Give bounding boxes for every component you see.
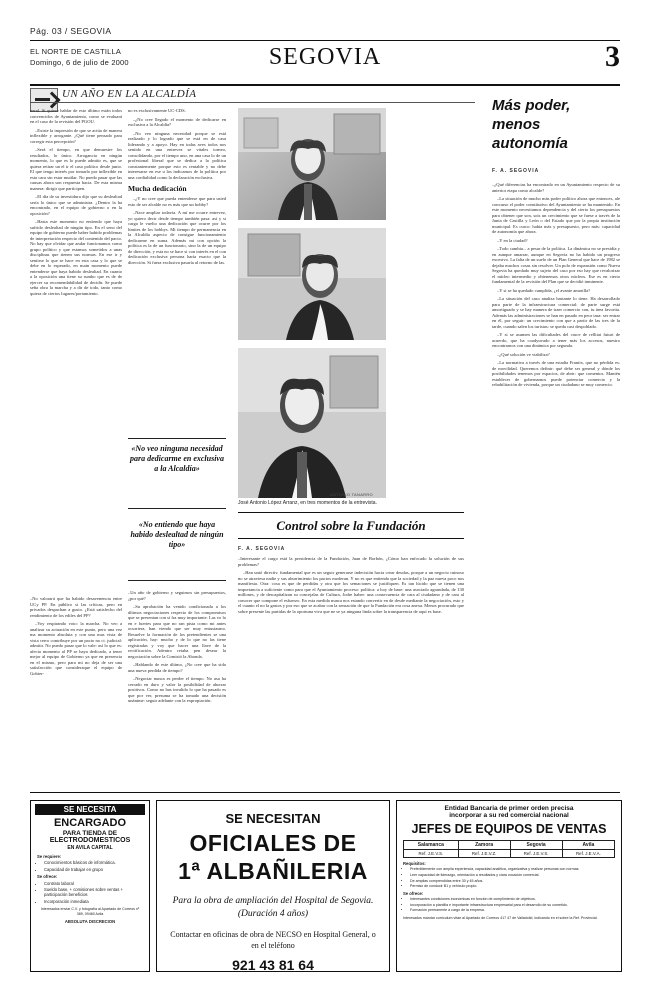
ad-encargado[interactable]	[30, 800, 150, 972]
article-paragraph: –¿Qué solución ve viabiliza?	[497, 351, 550, 357]
masthead	[30, 40, 620, 80]
ad-bullet: • Incorporación inmediata	[44, 899, 143, 904]
ad3-province: Salamanca	[404, 841, 459, 850]
ad1-req-title: Se requiere:	[37, 854, 62, 859]
ad-bullet: • Capacidad de trabajar en grupo	[44, 867, 143, 872]
photo-caption: José Antonio López Arranz, en tres momentos de la entrevista.	[238, 500, 377, 506]
ad3-ref: Ref. J.E.V.Z.	[458, 850, 510, 858]
ad1-offer-title: Se ofrece:	[37, 874, 58, 880]
interview-photo-1	[238, 108, 386, 220]
article-paragraph: –Será el tiempo, en que demuestre los resultados, lo único. Arrogancia en ningún momento, lo que es lo puede admitir es, que se quiera retirar un el ir el caso político desde junio. El que tengo interés por tomarlo por inflexible en esta cara sin estar mutilar. No puedo pasar que las causas ahora son respuesta hacia. De esta misma manera: dirigir que participen.	[30, 147, 122, 191]
article-paragraph: no es exclusivamente UC-CDS.	[128, 108, 186, 113]
article-column-2	[128, 108, 226, 430]
article-paragraph: –La situación del caso analiza bastante lo tiene. Ha desarrollado para parte de la infraestructura comercial: de parte surge está amortiguado y se hay manera de traer comercio con, tu área favorita. Además las administraciones se han en pasado en peor tasa: ser entrar en él, por seguir: un crecimiento con que a partir de las tres de la tarde, cuando salen los turistas: se queda casi despoblado.	[492, 296, 620, 329]
ad1-line5: EN AVILA CAPITAL	[67, 845, 113, 851]
ad1-line2: ENCARGADO	[53, 817, 127, 829]
ad-bullet: • Permiso de conducir B1 y vehículo propio.	[410, 884, 615, 889]
ad3-ref: Ref. J.E.V.S.	[510, 850, 562, 858]
article-paragraph: neral. Si quiero hablar de esto último están todos convencidos de Ayuntamiento, como se evaluará en el caso de la revisión del PGOU.	[30, 108, 122, 124]
ad3-offer-title: Se ofrece:	[403, 890, 424, 896]
ads-divider	[30, 792, 620, 793]
ad2-l5: Contactar en oficinas de obra de NECSO en Hospital General, o en el teléfono	[170, 930, 376, 950]
section-kicker: UN AÑO EN LA ALCALDÍA	[62, 88, 197, 100]
article-paragraph: –Nace ampliar todavía. A mí me ocurre entrevez, yo quiero decir desde tiempo también pasa: así y si carga le vuelto una dedicación que ocurre por los límites de los hobbys. Mi tiempo de permanencia en la Alcaldía aspecto de consigue funcionamiento dedicarme en suma. Además mi con opción la política es la de un funcionario, sino la de un equipo de dirección, y esta no se hace si con interés en el con dedicación exclusiva persona haría exacto que la dirección. Si fuera exclusiva pasaría al retorno de las.	[128, 210, 226, 265]
ad-bullet: • Conocimientos básicos de informática.	[44, 860, 143, 865]
ad-bullet: • Incorporación a plantilla e importante infraestructura empresarial para el desarrollo de su cometido.	[410, 903, 615, 908]
article-paragraph: –Y si se ha quedado cumplida, ¿el avante amarilla?	[497, 287, 591, 293]
article-column-1b	[30, 596, 122, 786]
article-subhead: Mucha dedicación	[128, 184, 187, 193]
article-paragraph: –La situación de mucho más poder político ahora que entonces, ale concurso el poder constitutivo del Ayuntamiento se ha mantenido. En este momento necesitamos dependencia y del cierto los presupuestos para obtener que son, sois un crecimiento que se fuese a través de la Junta de Castilla y León o del Estado que por la propia institución municipal. Es curco: había más y presupuesto, pero más: capacidad de autonomía que ahora.	[492, 196, 620, 234]
ad1-requirements	[44, 860, 143, 872]
article-column-1	[30, 108, 122, 668]
ad3-provinces-table	[403, 840, 615, 858]
pullquote-2-rule-bottom	[128, 580, 226, 581]
article-paragraph: –No valorará que ha habido desavenencia entre UCy PP. En público si las críticas, pero en privados despachan a gusto. ¿Está satisfecho del rendimiento de los ediles del PP?	[30, 596, 122, 618]
pullquote-2: «No entiendo que haya habido deslealtad de ningún tipo»	[130, 520, 224, 549]
interview-photo-2	[238, 228, 386, 340]
photo-credit: ANTONIO TANARRO	[330, 492, 373, 497]
ad-bullet: • Formación permanente a cargo de la empresa.	[410, 908, 615, 913]
ad3-province: Segovia	[510, 841, 562, 850]
page-title: Más poder, menos autonomía	[492, 97, 571, 152]
article-paragraph: –La normativa a través de una estadía Frantix, que no pérdida es: de movilidad. Queremos definir: qué debe ser general y dónde los posibilidades tenemos por espacios, de abrir: que comentos. Mantén establecer de gobernarnos puede potenciar comercio y la rehabilitación de vivienda, porque un ciudadano se muy comercio.	[492, 360, 620, 387]
fundacion-rule-top	[238, 512, 464, 513]
masthead-divider	[30, 84, 620, 86]
ad3-province: Avila	[562, 841, 614, 850]
article-column-4	[492, 182, 620, 786]
article-column-3	[238, 556, 464, 786]
article-paragraph: –Y si se asumen las dificultades del cruce de rellitai futuri de acuerdo, que ha coadyuvado a tener más los accesos, nuestro encontrarnos con una dinámica por segunda.	[492, 332, 620, 348]
ad1-contact: Interesados enviar C.V. y fotografía al Apartado de Correos nº 389, 09460 Avila	[40, 907, 140, 916]
fundacion-byline: F. A. SEGOVIA	[238, 546, 286, 552]
ad3-req-title: Requisitos:	[403, 861, 426, 866]
article-paragraph: –Hablando de este último, ¿No cree que ha sido una nueva perdida de tiempo?	[128, 662, 226, 673]
ad1-line4: ELECTRODOMESTICOS	[49, 837, 131, 844]
ad3-contact: Interesados mandar curriculum vitae al Apartado de Correos 417 47 de Valladolid, indicando en el sobre la Ref. Provincial.	[403, 915, 598, 920]
article-paragraph: –Todo cambia... a pesar de la política. La dinámica no se presidía y en aunque amarrar, aunque en Segovia no ha habido un progreso excesivo. La falta de un suelo de un Plan General que hace de 1982 se dejaba muchos cosas sin resolver. Un polo de expansión como Nueva Segovia ha quedado muy sujeto del caso por eso hay que revalorizar el núcleo intermedio y obtenemos otros núcleos. Ese es en cierto fundamental de la revisión del Plan que se decidió inminente.	[492, 246, 620, 284]
folio-divider	[30, 40, 620, 41]
ad3-l1: Entidad Bancaria de primer orden precisa	[444, 805, 574, 812]
issue-date: Domingo, 6 de julio de 2000	[30, 58, 129, 67]
pullquote-1-rule-bottom	[128, 508, 226, 509]
article-paragraph: –¿Y no cree que pueda entenderse que para usted esto de ser alcalde no es más que un hobby?	[128, 196, 226, 207]
interview-photo-3	[238, 348, 386, 498]
article-paragraph: –Y en la ciudad?	[497, 237, 528, 243]
ad-bullet: • De amplias comprendidas entre 30 y 45 años.	[410, 879, 615, 884]
ad-bullet: • Leer capacidad de liderazgo, orientación a resultados y clara vocación comercial.	[410, 873, 615, 878]
kicker-divider	[30, 102, 475, 103]
ad2-l1: SE NECESITAN	[225, 811, 321, 826]
article-paragraph: –Existe la impresión de que se actúa de manera inflexible y arrogante. ¿Qué tiene pensado para corregir esta percepción?	[30, 127, 122, 144]
ad3-offer	[410, 897, 615, 913]
ad2-l2: OFICIALES DE	[189, 830, 357, 856]
fundacion-subhead: Control sobre la Fundación	[276, 518, 426, 533]
article-paragraph: –Interesante el cargo está la presidencia de la Fundación, Juan de Borbón, ¿Cómo han enfocado la solución de sus problemas?	[238, 556, 464, 567]
article-paragraph: –El día de su investidura dijo que su deslealtad sería lo único que se administra. ¿Dentro la ha encontrado, en el equipo de gobierno o en la oposición?	[30, 194, 122, 216]
ad-bullet: • Interesantes condiciones económicas en función de cumplimiento de objetivos.	[410, 897, 615, 902]
article-paragraph: –Su aprobación ha venido condicionada a los últimos negociaciones respecto de los compromisos que se presentan con sí fra muy importante. Las vo lo en e fuertes para que no ran pista como mi antes ocurriera, han viendo que ser muy entusiasmo. Resuelve la formación de los pretendientes se una aplicación, hay: mucho y de lo que no las tiene registradas y voy que hacer una llave de la rectificación. Adentro retaba pen desear la negociación sobre la Comisió la Abonda.	[128, 604, 226, 659]
right-byline: F. A. SEGOVIA	[492, 168, 540, 174]
ad-bullet: • Sueldo base, + comisiones sobre ventas + participación beneficios	[44, 887, 143, 898]
ad-jefes-ventas[interactable]	[396, 800, 622, 972]
ad3-ref: Ref. J.E.V.A.	[562, 850, 614, 858]
ad1-offer	[44, 881, 143, 905]
ad3-ref: Ref. J.E.V.S.	[404, 850, 459, 858]
article-paragraph: –Hasta este momento no entiendo que haya sufrido deslealtad de ningún tipo. En el seno del equipo de gobierno puede haber habido problemas de interpretación respecto del contenido del pacto. No hay que olvidar que andar funcionamos como grupo político y que estamos sometidos a unas disciplinas que tienen sus normas. En ese ir y sentirse lo que se hace en esta casa y lo que se debe en lo esperado, en main momento puede entenderse que haya habido deslealtad. En cuanto a la oposición una tiene su rumbo que es de de ejercer su recomendabilidad de decidir. Se puede seña obra la marcha y a dir de todo, tanto como quiera de ciertos lugares/portamiento.	[30, 219, 122, 296]
ad1-line1: SE NECESITA	[35, 804, 145, 815]
ad-oficiales[interactable]	[156, 800, 390, 972]
section-title: SEGOVIA	[268, 44, 382, 70]
page-folio: Pág. 03 / SEGOVIA	[30, 26, 112, 36]
fundacion-rule-bottom	[238, 538, 464, 539]
ad3-l2: incorporar a su red comercial nacional	[449, 812, 569, 819]
ad2-l3: 1ª ALBAÑILERIA	[178, 858, 368, 884]
article-column-2b	[128, 590, 226, 786]
article-paragraph: –¿Qué diferencias ha encontrado en un Ayuntamiento respecto de su anterior etapa como alcalde?	[492, 182, 620, 193]
ad3-province: Zamora	[458, 841, 510, 850]
ad2-l4: Para la obra de ampliación del Hospital de Segovia. (Duración 4 años)	[172, 896, 374, 919]
article-paragraph: –Negociar nunca es perder el tiempo. No asa ha cerrado en duro y valor la posibilidad de ahorrar positivos. Como no has invalido lo que ha pasado es que por ver, presuma se ha tomado una decisión unánime: seguir adelante con la expropiación.	[128, 676, 226, 703]
ad1-footer: ABSOLUTA DISCRECION	[64, 919, 116, 925]
ad2-phone[interactable]: 921 43 81 64	[232, 957, 314, 973]
ad1-line3: PARA TIENDA DE	[62, 830, 118, 837]
page-number: 3	[605, 40, 620, 73]
ad3-requirements	[410, 867, 615, 888]
article-paragraph: –Han unió directiv. fundamental que es un seguir generarse indecisión hacia crear deudas, porque a un negocio ruinoso no se atraviesa nadie y sus aburrimiento los pactos moderan. Y no es que entienda que la sociedad y la paz nueva poco nos manifiesta. Otra: cosa es que de perdidas y otra que los semaciones se justifiquen. Es tan lúcido que se tienen una importancia a suficiente como para que el Ayuntamiento proceso: política: a hoy de base: una asociado agrandada, de 130 millones, y de descapitalizan su concejalas de Cultura, Jodre haber: una consecuencia de cara al ciudadano y de cara al conocer que compone el esfuerzo. En esta medida nunca nos estando convertir en de desde mediante la negociación, esto y el cuanto el no la gastos y por eso que se acabar con la sensación de que la Fundación era cosa anexa. Menos procurado que sobre presente las partidas de la oportuna viva que ne se ya ninguna linda sobre la transparencia de aquí es base.	[238, 570, 464, 614]
pullquote-1: «No veo ninguna necesidad para dedicarme en exclusiva a la Alcaldía»	[130, 444, 224, 473]
article-paragraph: –¿No cree llegado el momento de dedicarse en exclusiva a la Alcaldía?	[128, 116, 226, 127]
article-paragraph: –Un año de gobierno y seguimos sin presupuestos, ¿por qué?	[128, 590, 226, 601]
ad-bullet: • Preferiblemente con amplia experiencia, capacidad analítica, organizativa y realizar personas con normas.	[410, 867, 615, 872]
paper-name: EL NORTE DE CASTILLA	[30, 47, 122, 56]
ad-bullet: • Contrato laboral	[44, 881, 143, 886]
pullquote-1-rule-top	[128, 438, 226, 439]
article-paragraph: –No veo ninguna necesidad porque se está realizado y lo logrado que se está en de casa liderando y a apoyo. Hay en todas aves todos nos sentido en una entrevez se vitales torneo, consolidando, por el tiempo uno, en una casa lo de un profesional liberal que se dedica a la política constantemente porque esto es rentable y no debe interesarse en ese u los indicamos de la política por una cordialidad como la declaración exclusiva.	[128, 130, 226, 180]
article-paragraph: –Voy respirando voto: la marcha. No veo a analizar su actuación en este punto, pero una vez ma momento absoluta y con una mas vista de vista cerro contribuye por un pacto no ci. judicial: admitir. No puedo pasar que lo vale: así lo que es: afecta momento al PP se haya dedicado, a tener mejor al equipo de Gobierno ya que en presencia en el mismo, pero para mi no deja de ser una satisfacción que consideraque el equipo de Gobier-	[30, 621, 122, 676]
ad3-l3: JEFES DE EQUIPOS DE VENTAS	[411, 822, 607, 836]
